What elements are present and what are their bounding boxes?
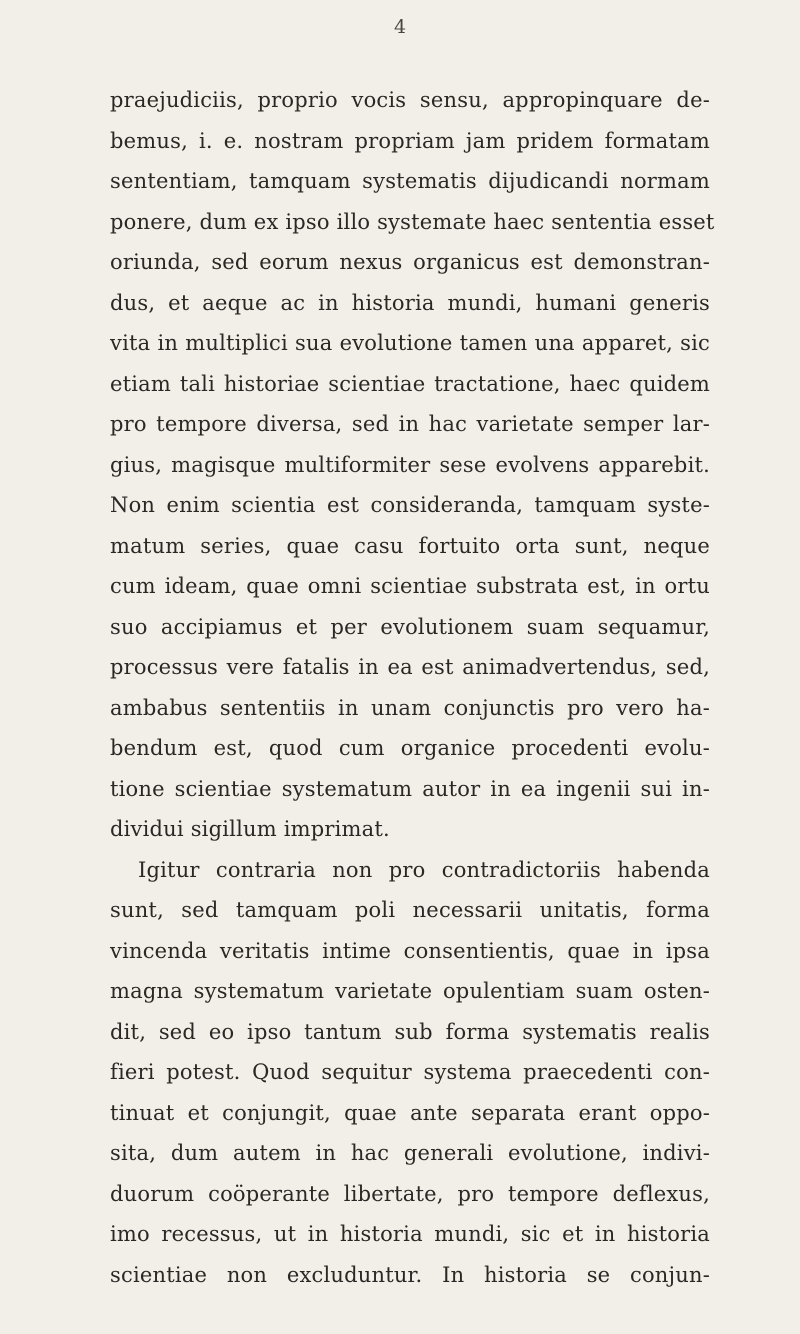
- text-line: dit, sed eo ipso tantum sub forma systematis realis: [110, 1019, 710, 1044]
- text-line: Igitur contraria non pro contradictoriis habenda: [138, 857, 710, 882]
- text-line: sententiam, tamquam systematis dijudicandi normam: [110, 169, 710, 193]
- text-line: praejudiciis, proprio vocis sensu, appropinquare de-: [110, 88, 710, 112]
- text-line: vincenda veritatis intime consentientis, quae in ipsa: [110, 938, 710, 963]
- body-text: [110, 80, 715, 1295]
- text-line: oriunda, sed eorum nexus organicus est demonstran-: [110, 250, 710, 274]
- text-line: gius, magisque multiformiter sese evolvens apparebit.: [110, 452, 710, 477]
- text-line: pro tempore diversa, sed in hac varietate semper lar-: [110, 412, 710, 436]
- text-line: etiam tali historiae scientiae tractatione, haec quidem: [110, 371, 710, 396]
- text-line: suo accipiamus et per evolutionem suam sequamur,: [110, 614, 710, 639]
- text-line: vita in multiplici sua evolutione tamen una apparet, sic: [110, 331, 710, 355]
- text-line: sita, dum autem in hac generali evolutione, indivi-: [110, 1141, 710, 1165]
- text-line: ambabus sententiis in unam conjunctis pro vero ha-: [110, 695, 710, 720]
- text-line: matum series, quae casu fortuito orta sunt, neque: [110, 533, 710, 558]
- text-line: Non enim scientia est consideranda, tamquam syste-: [110, 493, 710, 517]
- page-number: 4: [393, 16, 407, 38]
- text-line: cum ideam, quae omni scientiae substrata est, in ortu: [110, 574, 710, 598]
- text-line: tinuat et conjungit, quae ante separata erant oppo-: [110, 1100, 710, 1125]
- text-line: processus vere fatalis in ea est animadvertendus, sed,: [110, 655, 710, 679]
- text-line: imo recessus, ut in historia mundi, sic et in historia: [110, 1222, 710, 1246]
- text-line: dus, et aeque ac in historia mundi, humani generis: [110, 290, 710, 315]
- text-line: sunt, sed tamquam poli necessarii unitatis, forma: [110, 898, 710, 922]
- text-line: magna systematum varietate opulentiam suam osten-: [110, 979, 710, 1003]
- text-line: scientiae non excluduntur. In historia se conjun-: [110, 1262, 710, 1287]
- text-line: tione scientiae systematum autor in ea ingenii sui in-: [110, 776, 710, 801]
- text-line: bendum est, quod cum organice procedenti evolu-: [110, 736, 710, 760]
- text-line: duorum coöperante libertate, pro tempore deflexus,: [110, 1181, 710, 1206]
- text-line: fieri potest. Quod sequitur systema praecedenti con-: [110, 1060, 710, 1084]
- text-line: bemus, i. e. nostram propriam jam pridem formatam: [110, 128, 710, 153]
- text-line: ponere, dum ex ipso illo systemate haec sententia esset: [110, 209, 715, 234]
- text-line: dividui sigillum imprimat.: [110, 817, 390, 841]
